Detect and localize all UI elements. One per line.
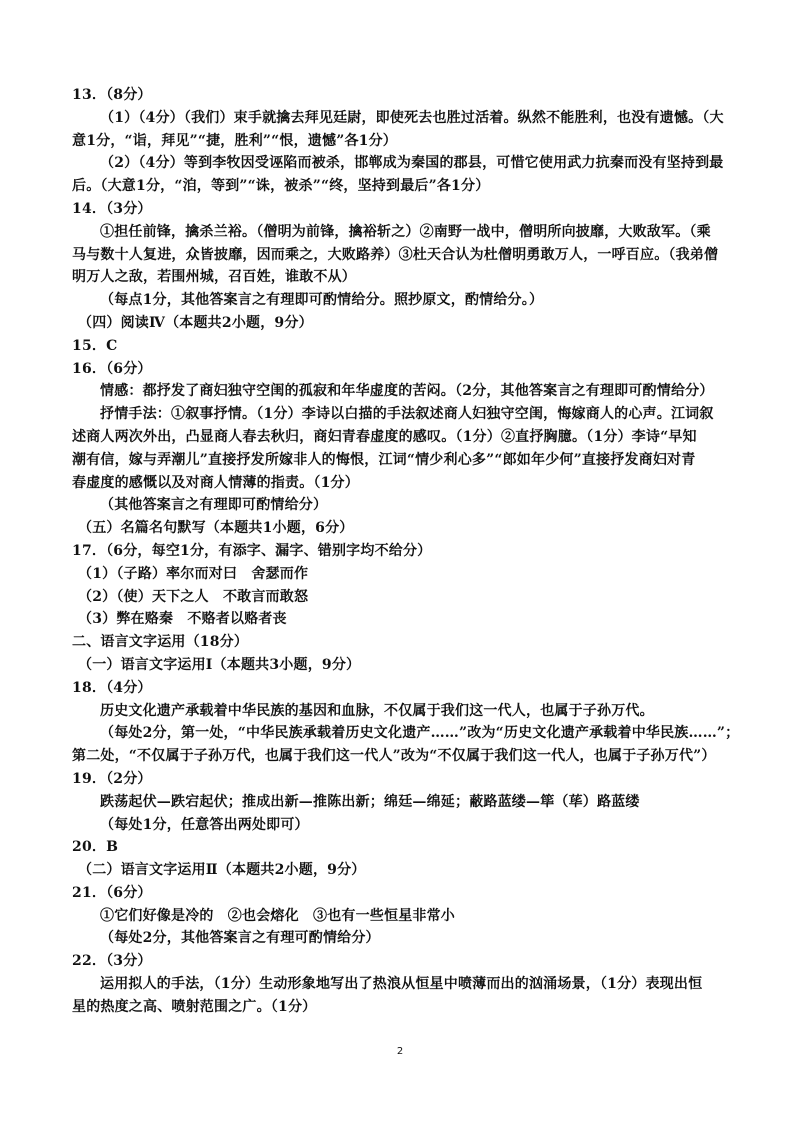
text-line: （2）（4分）等到李牧因受诬陷而被杀，邯郸成为秦国的郡县，可惜它使用武力抗秦而没有坚持到最 bbox=[100, 155, 724, 172]
text-line: 14．（3分） bbox=[72, 200, 152, 217]
text-line: （其他答案言之有理即可酌情给分） bbox=[100, 497, 328, 514]
text-line: 18．（4分） bbox=[72, 679, 152, 696]
text-line: 17．（6分，每空1分，有添字、漏字、错别字均不给分） bbox=[72, 542, 432, 559]
text-line: 20．B bbox=[72, 839, 119, 856]
text-line: （2）（使）天下之人 不敢言而敢怒 bbox=[78, 588, 309, 605]
answer-text-block bbox=[72, 84, 740, 1019]
text-line: 述商人两次外出，凸显商人春去秋归，商妇青春虚度的感叹。（1分）②直抒胸臆。（1分）李诗“早知 bbox=[72, 428, 697, 445]
text-line: 15．C bbox=[72, 337, 118, 354]
text-line: 跌荡起伏—跌宕起伏；推成出新—推陈出新；绵廷—绵延；蔽路蓝缕—筚（荜）路蓝缕 bbox=[100, 793, 640, 810]
text-line: 二、语言文字运用（18分） bbox=[72, 634, 249, 651]
text-line: 运用拟人的手法，（1分）生动形象地写出了热浪从恒星中喷薄而出的汹涌场景，（1分）表现出恒 bbox=[100, 976, 703, 993]
text-line: 马与数十人复进，众皆披靡，因而乘之，大败路养）③杜天合认为杜僧明勇敢万人，一呼百应。（我弟僧 bbox=[72, 246, 719, 263]
text-line: （四）阅读Ⅳ（本题共2小题，9分） bbox=[78, 314, 313, 331]
text-line: ①担任前锋，擒杀兰裕。（僧明为前锋，擒裕斩之）②南野一战中，僧明所向披靡，大败敌军。（乘 bbox=[100, 223, 711, 240]
text-line: 16．（6分） bbox=[72, 360, 152, 377]
text-line: 后。（大意1分，“洎，等到”“诛，被杀”“终，坚持到最后”各1分） bbox=[72, 178, 490, 195]
text-line: （每处1分，任意答出两处即可） bbox=[100, 816, 309, 833]
text-line: （二）语言文字运用Ⅱ（本题共2小题，9分） bbox=[78, 862, 366, 879]
text-line: 情感：都抒发了商妇独守空闺的孤寂和年华虚度的苦闷。（2分，其他答案言之有理即可酌情给分） bbox=[100, 383, 714, 400]
text-line: 历史文化遗产承载着中华民族的基因和血脉，不仅属于我们这一代人，也属于子孙万代。 bbox=[100, 702, 654, 719]
text-line: 星的热度之高、喷射范围之广。（1分） bbox=[72, 998, 317, 1015]
text-line: 第二处，“不仅属于子孙万代，也属于我们这一代人”改为“不仅属于我们这一代人，也属于子孙万代”） bbox=[72, 748, 716, 765]
text-line: 春虚度的感慨以及对商人情薄的指责。（1分） bbox=[72, 474, 359, 491]
text-line: （每点1分，其他答案言之有理即可酌情给分。照抄原文，酌情给分。） bbox=[100, 292, 544, 309]
text-line: （每处2分，第一处，“中华民族承载着历史文化遗产……”改为“历史文化遗产承载着中华民族……”； bbox=[100, 725, 740, 742]
text-line: 13．（8分） bbox=[72, 87, 152, 103]
page-number: 2 bbox=[396, 1046, 404, 1057]
text-line: （1）（4分）（我们）束手就擒去拜见廷尉，即使死去也胜过活着。纵然不能胜利，也没有遗憾。（大 bbox=[100, 109, 724, 126]
text-line: 抒情手法：①叙事抒情。（1分）李诗以白描的手法叙述商人妇独守空闺，悔嫁商人的心声。江词叙 bbox=[100, 406, 714, 423]
text-line: 19．（2分） bbox=[72, 770, 152, 787]
text-line: 22．（3分） bbox=[72, 953, 152, 970]
text-line: 明万人之敌，若围州城，召百姓，谁敢不从） bbox=[72, 269, 356, 286]
text-line: 21．（6分） bbox=[72, 884, 152, 901]
text-line: （五）名篇名句默写（本题共1小题，6分） bbox=[78, 520, 354, 537]
text-line: （每处2分，其他答案言之有理可酌情给分） bbox=[100, 930, 380, 947]
text-line: （1）（子路）率尔而对曰 舍瑟而作 bbox=[78, 565, 309, 582]
text-line: 意1分，“诣，拜见”“捷，胜利”“恨，遗憾”各1分） bbox=[72, 132, 397, 149]
text-line: 潮有信，嫁与弄潮儿”直接抒发所嫁非人的悔恨，江词“情少利心多”“郎如年少何”直接抒发商妇对青 bbox=[72, 451, 696, 468]
text-line: ①它们好像是冷的 ②也会熔化 ③也有一些恒星非常小 bbox=[100, 907, 455, 924]
text-line: （3）弊在赂秦 不赂者以赂者丧 bbox=[78, 611, 287, 628]
text-line: （一）语言文字运用Ⅰ（本题共3小题，9分） bbox=[78, 656, 361, 673]
